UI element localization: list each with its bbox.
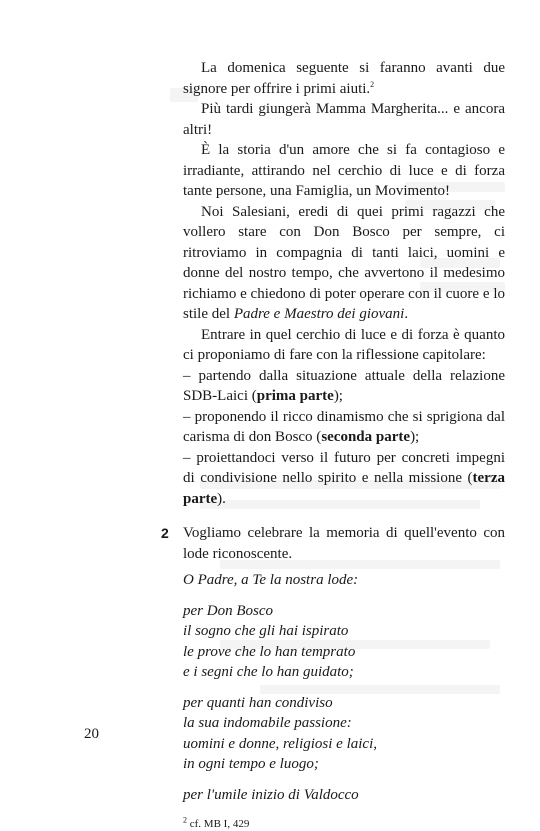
prayer-line: per l'umile inizio di Valdocco <box>183 786 359 803</box>
footnote <box>183 817 505 831</box>
prayer <box>183 570 505 805</box>
prayer-line: O Padre, a Te la nostra lode: <box>183 572 359 588</box>
section-text: Vogliamo celebrare la memoria di quell'evento con lode riconoscente. <box>183 525 505 562</box>
prayer-line: uomini e donne, religiosi e laici, <box>183 735 377 752</box>
prayer-line: per quanti han condiviso <box>183 694 333 711</box>
prayer-line: il sogno che gli hai ispirato <box>183 623 349 639</box>
prayer-line: le prove che lo han temprato <box>183 643 356 660</box>
list-item-1: – partendo dalla situazione attuale della relazione SDB-Laici (prima parte); <box>183 367 505 404</box>
list-item-2: – proponendo il ricco dinamismo che si sprigiona dal carisma di don Bosco (seconda parte); <box>183 408 505 445</box>
footnote-marker: 2 <box>183 815 187 825</box>
italic-phrase: Padre e Maestro dei giovani <box>233 306 405 322</box>
footnote-ref: 2 <box>370 79 375 89</box>
prayer-line: la sua indomabile passione: <box>183 715 352 731</box>
prayer-stanza <box>183 693 505 775</box>
page-number: 20 <box>84 726 99 742</box>
paragraph-3: È la storia d'un amore che si fa contagioso e irradiante, attirando nel cerchio di luce e di forza tante persone, una Famiglia, un Movimento! <box>183 142 505 199</box>
paragraph-5: Entrare in quel cerchio di luce e di forza è quanto ci proponiamo di fare con la riflessione capitolare: <box>183 326 505 363</box>
prayer-line: e i segni che lo han guidato; <box>183 664 354 680</box>
prayer-stanza <box>183 785 505 806</box>
footnote-text: cf. MB I, 429 <box>189 818 250 830</box>
paragraph-1: La domenica seguente si faranno avanti due signore per offrire i primi aiuti.$^2$ <box>183 60 505 97</box>
page-body <box>161 58 505 831</box>
section-2 <box>161 523 505 564</box>
paragraph-2: Più tardi giungerà Mamma Margherita... e ancora altri! <box>183 101 505 138</box>
section-number: 2 <box>161 525 169 541</box>
prayer-stanza <box>183 601 505 683</box>
paragraph-4: Noi Salesiani, eredi di quei primi ragazzi che vollero stare con Don Bosco per sempre, ci ritroviamo in compagnia di tanti laici, uomini e donne del nostro tempo, che avvertono il medesimo richiamo e chiedono di poter operare con il cuore e lo stile del Padre e Maestro dei giovani. <box>183 203 505 322</box>
prayer-line: per Don Bosco <box>183 602 273 619</box>
list-item-3: – proiettandoci verso il futuro per concreti impegni di condivisione nello spirito e nella missione (terza parte). <box>183 449 505 507</box>
prayer-line: in ogni tempo e luogo; <box>183 756 319 772</box>
prayer-stanza <box>183 570 505 591</box>
